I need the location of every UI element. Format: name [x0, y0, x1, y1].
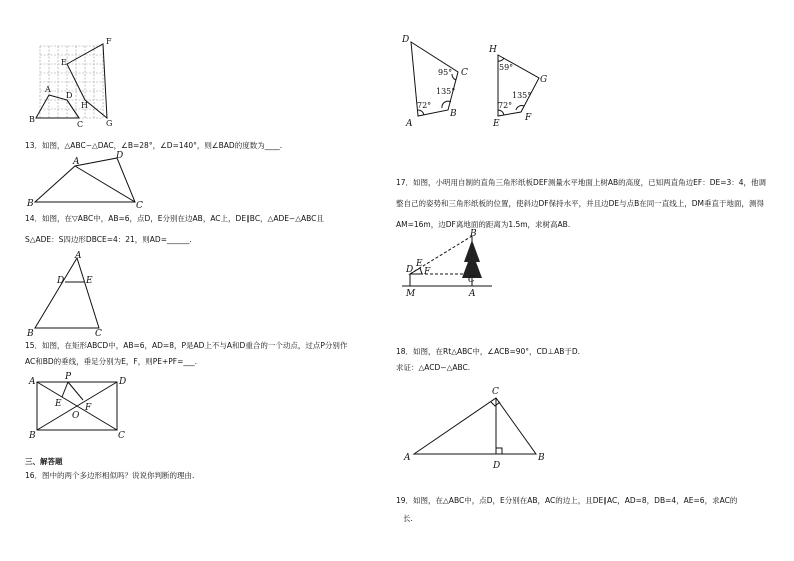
q16-left-label-b: B — [450, 109, 457, 119]
q14-line2: S△ADE：S四边形DBCE=4：21，则AD=______. — [25, 235, 192, 244]
grid-label-d: D — [66, 91, 73, 100]
q18-label-b: B — [538, 453, 545, 463]
q16-right-angle-g: 135° — [512, 91, 532, 100]
q16-left-label-c: C — [461, 68, 468, 78]
q17-label-a: A — [469, 289, 476, 299]
q18-line1: 18．如图，在Rt△ABC中，∠ACB=90°，CD⊥AB于D. — [396, 347, 581, 356]
q13-text: 13．如图，△ABC∽△DAC，∠B=28°，∠D=140°，则∠BAD的度数为____. — [25, 141, 283, 150]
q15-label-d: D — [119, 377, 127, 387]
grid-label-b: B — [29, 115, 35, 124]
q14-label-e: E — [86, 276, 93, 286]
grid-label-a: A — [45, 85, 51, 94]
q15-line1: 15．如图，在矩形ABCD中，AB=6，AD=8，P是AD上不与A和D重合的一个动点，过点P分别作 — [25, 341, 348, 350]
q15-figure — [25, 370, 135, 442]
q15-label-o: O — [72, 411, 80, 421]
q18-label-a: A — [404, 453, 411, 463]
q16-left-angle-a: 72° — [417, 101, 432, 110]
section-heading: 三、解答题 — [25, 457, 63, 466]
q17-label-b: B — [470, 229, 477, 239]
q19-line1: 19．如图，在△ABC中，点D，E分别在AB，AC的边上，且DE∥AC，AD=8，DB=4，AE=6，求AC的 — [396, 496, 738, 505]
q18-label-d: D — [493, 461, 501, 471]
q16-left-angle-b: 135° — [436, 87, 456, 96]
small-quad — [36, 95, 79, 118]
tree-icon — [462, 240, 482, 278]
q19-line2: 长. — [403, 514, 413, 523]
q14-label-a: A — [75, 251, 82, 261]
q16-left-angle-c: 95° — [438, 68, 453, 77]
q14-label-c: C — [95, 329, 102, 339]
q15-line2: AC和BD的垂线，垂足分别为E，F，则PE+PF=___. — [25, 357, 198, 366]
q18-line2: 求证：△ACD∽△ABC. — [396, 363, 471, 372]
grid-label-e: E — [61, 58, 67, 67]
q14-line1: 14．如图，在▽ABC中，AB=6，点D，E分别在边AB，AC上，DE∥BC，△ADE∽△ABC且 — [25, 214, 324, 223]
q13-label-a: A — [73, 157, 80, 167]
q17-figure — [396, 228, 496, 302]
grid-figure — [28, 36, 123, 128]
q15-label-e: E — [55, 399, 62, 409]
q13-label-b: B — [27, 199, 34, 209]
q13-label-c: C — [136, 201, 143, 211]
q13-figure — [25, 150, 155, 211]
q15-label-a: A — [29, 377, 36, 387]
q14-label-b: B — [27, 329, 34, 339]
grid-label-g: G — [106, 119, 113, 128]
q16-right-angle-h: 59° — [499, 63, 514, 72]
q16-right-angle-e: 72° — [498, 101, 513, 110]
q17-text: 17．如图，小明用自制的直角三角形纸板DEF测量水平地面上树AB的高度，已知两直角边EF：DE=3：4，他调整自己的姿势和三角形纸板的位置，使斜边DF保持水平，并且边DE与点B在同一直线上，DM垂直于地面，测得AM=16m，边DF离地面的距离为1.5m，求树高AB. — [396, 178, 767, 229]
q16-figure — [396, 30, 556, 130]
q15-label-c: C — [118, 431, 125, 441]
q17-label-f: F — [424, 267, 431, 277]
q16-left-label-d: D — [402, 35, 410, 45]
grid-label-c: C — [77, 120, 84, 129]
q17-label-d: D — [406, 265, 414, 275]
q16-text: 16．图中的两个多边形相似吗？说说你判断的理由. — [25, 471, 195, 480]
q16-right-label-g: G — [540, 75, 548, 85]
q17-label-e: E — [416, 259, 423, 269]
q15-label-p: P — [65, 372, 72, 382]
q15-label-b: B — [29, 431, 36, 441]
q16-right-label-h: H — [489, 45, 497, 55]
q17-label-m: M — [406, 289, 416, 299]
q14-figure — [25, 252, 115, 338]
q18-label-c: C — [492, 387, 499, 397]
q13-label-d: D — [116, 151, 124, 161]
q15-label-f: F — [85, 403, 92, 413]
q16-left-label-a: A — [406, 119, 413, 129]
q14-label-d: D — [57, 276, 65, 286]
grid-label-f: F — [106, 37, 112, 46]
q16-right-label-e: E — [493, 119, 500, 129]
q17-label-c: C — [468, 275, 475, 285]
q18-figure — [396, 380, 556, 472]
grid-label-h: H — [81, 101, 88, 110]
q16-right-label-f: F — [525, 113, 532, 123]
